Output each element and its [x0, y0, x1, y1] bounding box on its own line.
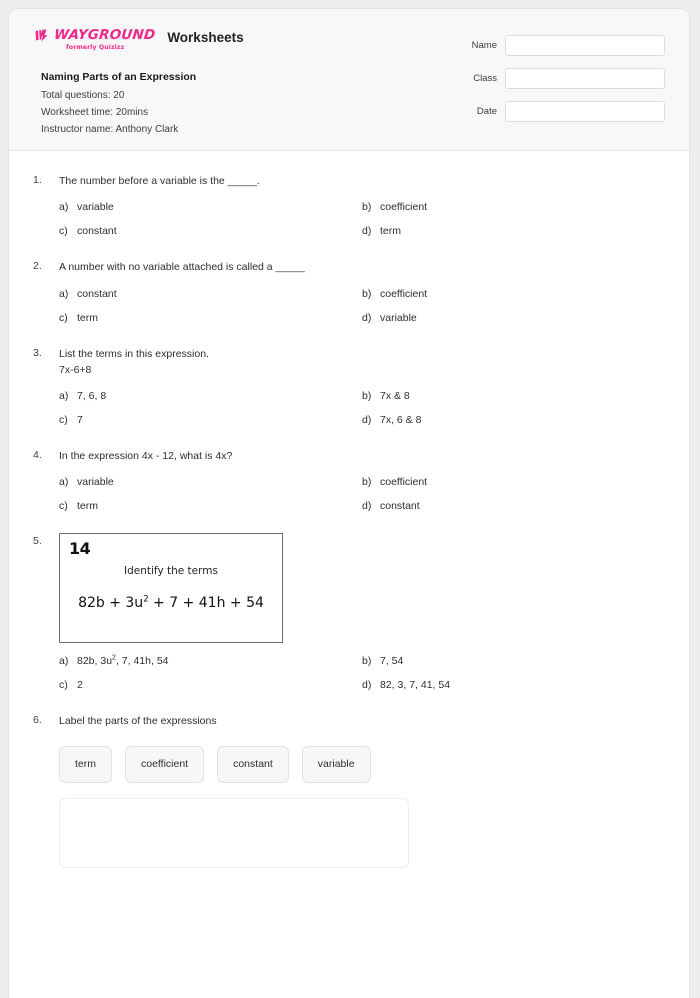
brand-name: WAYGROUND	[53, 27, 157, 43]
option-2c-text: term	[77, 311, 98, 324]
student-fields	[435, 35, 665, 134]
option-2d-text: variable	[380, 311, 417, 324]
option-4b-text: coefficient	[380, 476, 428, 489]
option-5a-text: 82b, 3u	[77, 655, 113, 668]
option-4b[interactable]	[362, 476, 665, 488]
question-3-stem: List the terms in this expression.	[59, 347, 209, 360]
question-2-stem: A number with no variable attached is called a _____	[59, 261, 305, 274]
question-6-tiles	[33, 746, 665, 783]
option-1b-key: b)	[362, 201, 372, 214]
option-5a[interactable]	[59, 655, 362, 667]
option-1c[interactable]	[59, 225, 362, 237]
worksheet-meta	[41, 71, 196, 141]
option-2d[interactable]	[362, 312, 665, 324]
option-2b[interactable]	[362, 288, 665, 300]
class-label: Class	[473, 73, 497, 84]
option-4a-text: variable	[77, 476, 114, 489]
option-2a-key: a)	[59, 287, 69, 300]
option-1d-key: d)	[362, 225, 372, 238]
question-5-options	[33, 655, 665, 703]
option-4a[interactable]	[59, 476, 362, 488]
question-4-options	[33, 476, 665, 524]
field-row-class	[435, 68, 665, 89]
option-3d-text: 7x, 6 & 8	[380, 414, 422, 427]
wayground-logo	[35, 29, 155, 51]
option-1a-text: variable	[77, 201, 114, 214]
option-1c-key: c)	[59, 225, 68, 238]
option-3d[interactable]	[362, 414, 665, 426]
question-3-number: 3.	[33, 346, 42, 359]
instructor-name: Instructor name: Anthony Clark	[41, 124, 179, 135]
option-2d-key: d)	[362, 311, 372, 324]
brand-row	[35, 29, 244, 51]
question-4	[33, 448, 665, 524]
option-5a-key: a)	[59, 655, 69, 668]
option-1b[interactable]	[362, 201, 665, 213]
wayground-mark-icon	[35, 29, 51, 42]
question-1	[33, 173, 665, 249]
option-5c[interactable]	[59, 679, 362, 691]
worksheet-header	[9, 9, 689, 151]
option-1c-text: constant	[77, 225, 117, 238]
name-input[interactable]	[505, 35, 665, 56]
question-6-stem: Label the parts of the expressions	[59, 715, 217, 728]
option-4a-key: a)	[59, 476, 69, 489]
option-5b-key: b)	[362, 655, 372, 668]
date-label: Date	[476, 106, 497, 117]
question-2-number: 2.	[33, 260, 42, 273]
question-6	[33, 713, 665, 867]
expression-formula-exponent: 2	[143, 594, 149, 605]
tile-term[interactable]: term	[59, 746, 112, 783]
tile-constant[interactable]: constant	[217, 746, 289, 783]
question-4-stem: In the expression 4x - 12, what is 4x?	[59, 450, 233, 463]
tile-variable[interactable]: variable	[302, 746, 371, 783]
option-2a-text: constant	[77, 287, 117, 300]
question-6-dropzone[interactable]	[59, 798, 409, 868]
option-1d[interactable]	[362, 225, 665, 237]
worksheet-title: Naming Parts of an Expression	[41, 71, 197, 83]
worksheet-page	[8, 8, 690, 998]
question-1-stem: The number before a variable is the _____.	[59, 175, 260, 187]
option-3b-key: b)	[362, 390, 372, 403]
option-5c-text: 2	[77, 679, 83, 692]
question-5-image	[33, 533, 665, 643]
question-1-number: 1.	[33, 174, 42, 186]
expression-card	[59, 533, 283, 643]
option-3a-key: a)	[59, 390, 69, 403]
name-label: Name	[471, 40, 497, 51]
option-3a[interactable]	[59, 390, 362, 402]
option-2c-key: c)	[59, 311, 68, 324]
question-2-options	[33, 288, 665, 336]
question-6-number: 6.	[33, 714, 42, 727]
option-3c-text: 7	[77, 414, 83, 427]
option-4d-key: d)	[362, 500, 372, 513]
option-1b-text: coefficient	[380, 201, 428, 214]
option-3a-text: 7, 6, 8	[77, 390, 107, 403]
expression-formula-part1: 82b + 3u	[78, 595, 144, 612]
expression-badge: 14	[69, 539, 91, 559]
option-2c[interactable]	[59, 312, 362, 324]
option-5a-exponent: 2	[112, 654, 116, 662]
question-4-number: 4.	[33, 449, 42, 462]
question-2	[33, 259, 665, 335]
class-input[interactable]	[505, 68, 665, 89]
option-3c-key: c)	[59, 414, 68, 427]
brand-tagline: formerly Quizizz	[66, 43, 125, 51]
question-1-options	[33, 201, 665, 249]
expression-prompt: Identify the terms	[124, 565, 218, 578]
option-1a-key: a)	[59, 201, 69, 214]
date-input[interactable]	[505, 101, 665, 122]
total-questions: Total questions: 20	[41, 90, 125, 101]
option-5d-text: 82, 3, 7, 41, 54	[380, 679, 451, 692]
option-5b[interactable]	[362, 655, 665, 667]
questions-list	[9, 151, 689, 868]
worksheet-time: Worksheet time: 20mins	[41, 107, 149, 118]
option-5b-text: 7, 54	[380, 655, 404, 668]
option-4d[interactable]	[362, 500, 665, 512]
question-3	[33, 346, 665, 439]
option-4d-text: constant	[380, 500, 420, 513]
option-4c-text: term	[77, 500, 98, 513]
option-4c[interactable]	[59, 500, 362, 512]
option-3b[interactable]	[362, 390, 665, 402]
option-1a[interactable]	[59, 201, 362, 213]
option-3c[interactable]	[59, 414, 362, 426]
option-5d-key: d)	[362, 679, 372, 692]
worksheets-label: Worksheets	[167, 30, 244, 45]
option-4b-key: b)	[362, 476, 372, 489]
question-5-number: 5.	[33, 535, 42, 548]
tile-coefficient[interactable]: coefficient	[125, 746, 204, 783]
field-row-name	[435, 35, 665, 56]
option-2b-text: coefficient	[380, 287, 428, 300]
question-5	[33, 534, 665, 703]
option-4c-key: c)	[59, 500, 68, 513]
option-5a-text-after: , 7, 41h, 54	[115, 655, 169, 668]
option-1d-text: term	[380, 225, 401, 238]
expression-formula-part3: + 7 + 41h + 54	[148, 595, 264, 612]
option-5c-key: c)	[59, 679, 68, 692]
option-2a[interactable]	[59, 288, 362, 300]
option-3d-key: d)	[362, 414, 372, 427]
option-3b-text: 7x & 8	[380, 390, 410, 403]
question-3-stem-wrap	[59, 346, 209, 379]
question-3-options	[33, 390, 665, 438]
option-2b-key: b)	[362, 287, 372, 300]
field-row-date	[435, 101, 665, 122]
option-5d[interactable]	[362, 679, 665, 691]
expression-formula	[60, 595, 282, 611]
question-3-expression: 7x-6+8	[59, 363, 92, 376]
